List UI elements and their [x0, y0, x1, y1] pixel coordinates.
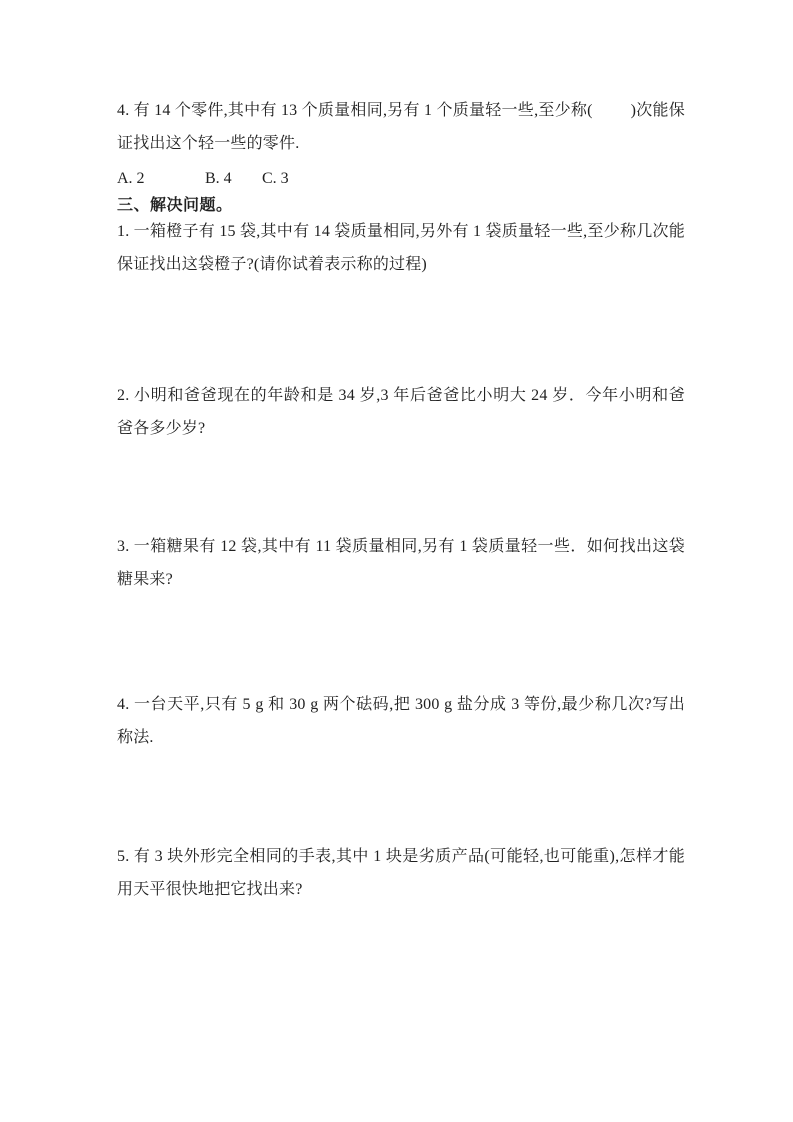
answer-blank	[593, 114, 631, 115]
choice-question-suffix: )次能保证找出这个轻一些的零件.	[117, 102, 685, 152]
section-heading: 三、解决问题。	[117, 197, 233, 214]
option-a: A. 2	[117, 170, 145, 187]
problem-4-text: 4. 一台天平,只有 5 g 和 30 g 两个砝码,把 300 g 盐分成 3 等份,最少称几次?写出称法.	[117, 696, 685, 746]
problem-3-text: 3. 一箱糖果有 12 袋,其中有 11 袋质量相同,另有 1 袋质量轻一些．如何找出这袋糖果来?	[117, 538, 685, 588]
problem-2-text: 2. 小明和爸爸现在的年龄和是 34 岁,3 年后爸爸比小明大 24 岁．今年小明和爸爸各多少岁?	[117, 387, 685, 437]
choice-question-text	[117, 94, 685, 160]
option-c: C. 3	[262, 170, 289, 187]
choice-question-prefix: 4. 有 14 个零件,其中有 13 个质量相同,另有 1 个质量轻一些,至少称(	[117, 102, 593, 119]
option-b: B. 4	[205, 170, 232, 187]
problem-5-text: 5. 有 3 块外形完全相同的手表,其中 1 块是劣质产品(可能轻,也可能重),怎样才能用天平很快地把它找出来?	[117, 848, 685, 898]
problem-1-text: 1. 一箱橙子有 15 袋,其中有 14 袋质量相同,另外有 1 袋质量轻一些,至少称几次能保证找出这袋橙子?(请你试着表示称的过程)	[117, 223, 685, 273]
